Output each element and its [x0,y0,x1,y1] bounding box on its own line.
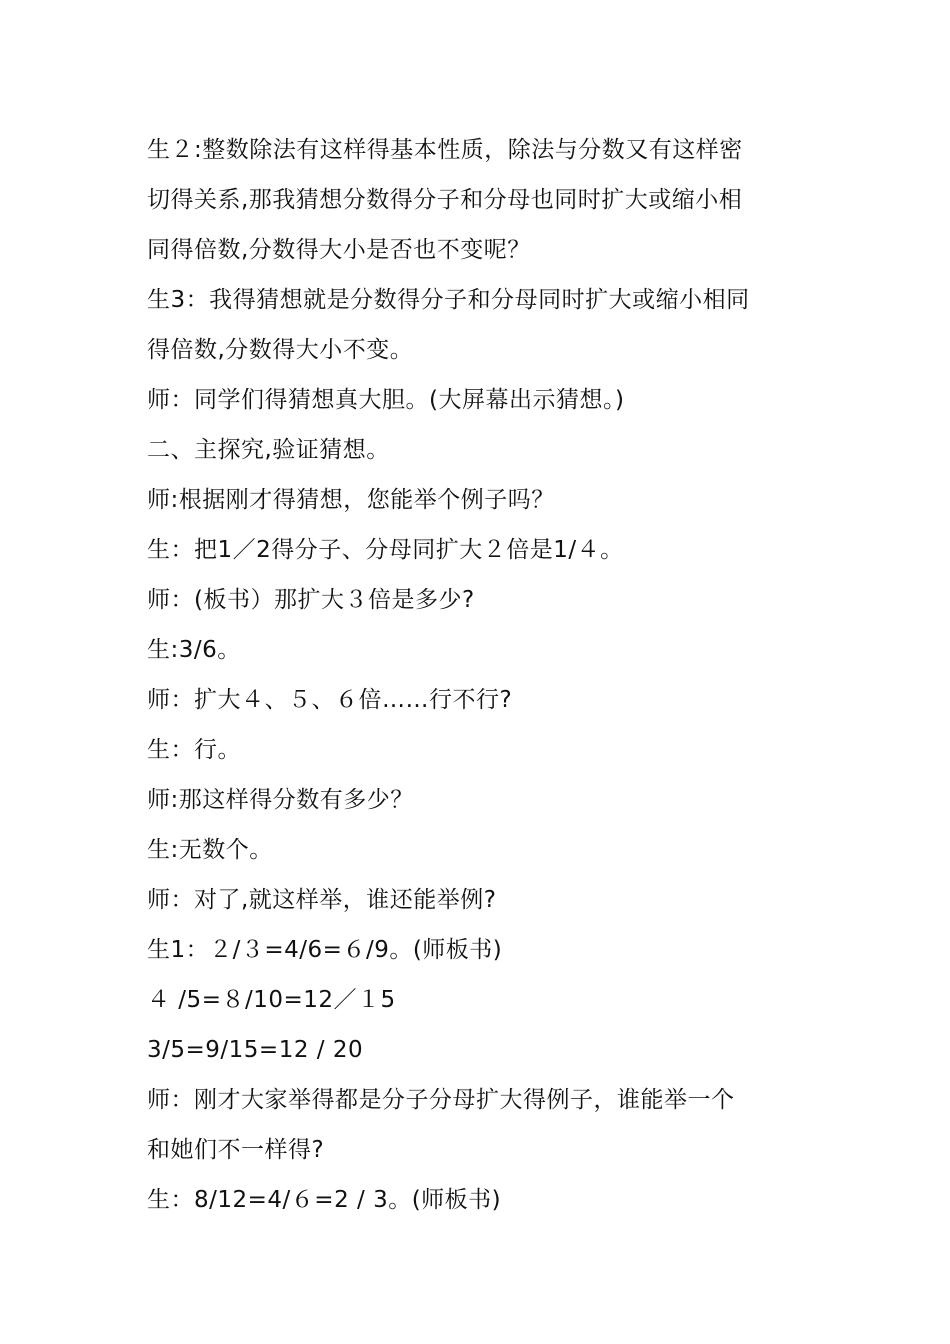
text-line: 师：刚才大家举得都是分子分母扩大得例子，谁能举一个 [147,1087,735,1113]
text-line: 生：把1／2得分子、分母同扩大２倍是1/４。 [147,537,624,563]
text-line: 师：扩大４、５、６倍……行不行? [147,687,513,713]
text-line: 生:无数个。 [147,837,273,863]
text-line: 得倍数,分数得大小不变。 [147,337,414,363]
text-line: 师：(板书）那扩大３倍是多少? [147,587,475,613]
equation-line: ４ /5=８/10=12／１5 [147,987,396,1013]
section-heading: 二、主探究,验证猜想。 [147,437,390,463]
text-line: 生1：２/３=4/6=６/9。(师板书) [147,937,503,963]
document-body [147,125,807,1225]
text-line: 生２:整数除法有这样得基本性质，除法与分数又有这样密 [147,137,743,163]
text-line: 师：对了,就这样举，谁还能举例? [147,887,497,913]
text-line: 生3：我得猜想就是分数得分子和分母同时扩大或缩小相同 [147,287,750,313]
text-line: 师：同学们得猜想真大胆。(大屏幕出示猜想。) [147,387,625,413]
text-line: 生：行。 [147,737,241,763]
text-line: 和她们不一样得? [147,1137,325,1163]
text-line: 师:根据刚才得猜想，您能举个例子吗？ [147,487,555,513]
text-line: 生：8/12=4/６=2 / 3。(师板书) [147,1187,502,1213]
text-line: 同得倍数,分数得大小是否也不变呢？ [147,237,531,263]
text-line: 生:3/6。 [147,637,241,663]
text-line: 切得关系,那我猜想分数得分子和分母也同时扩大或缩小相 [147,187,743,213]
text-line: 师:那这样得分数有多少？ [147,787,414,813]
equation-line: 3/5=9/15=12 / 20 [147,1037,364,1063]
